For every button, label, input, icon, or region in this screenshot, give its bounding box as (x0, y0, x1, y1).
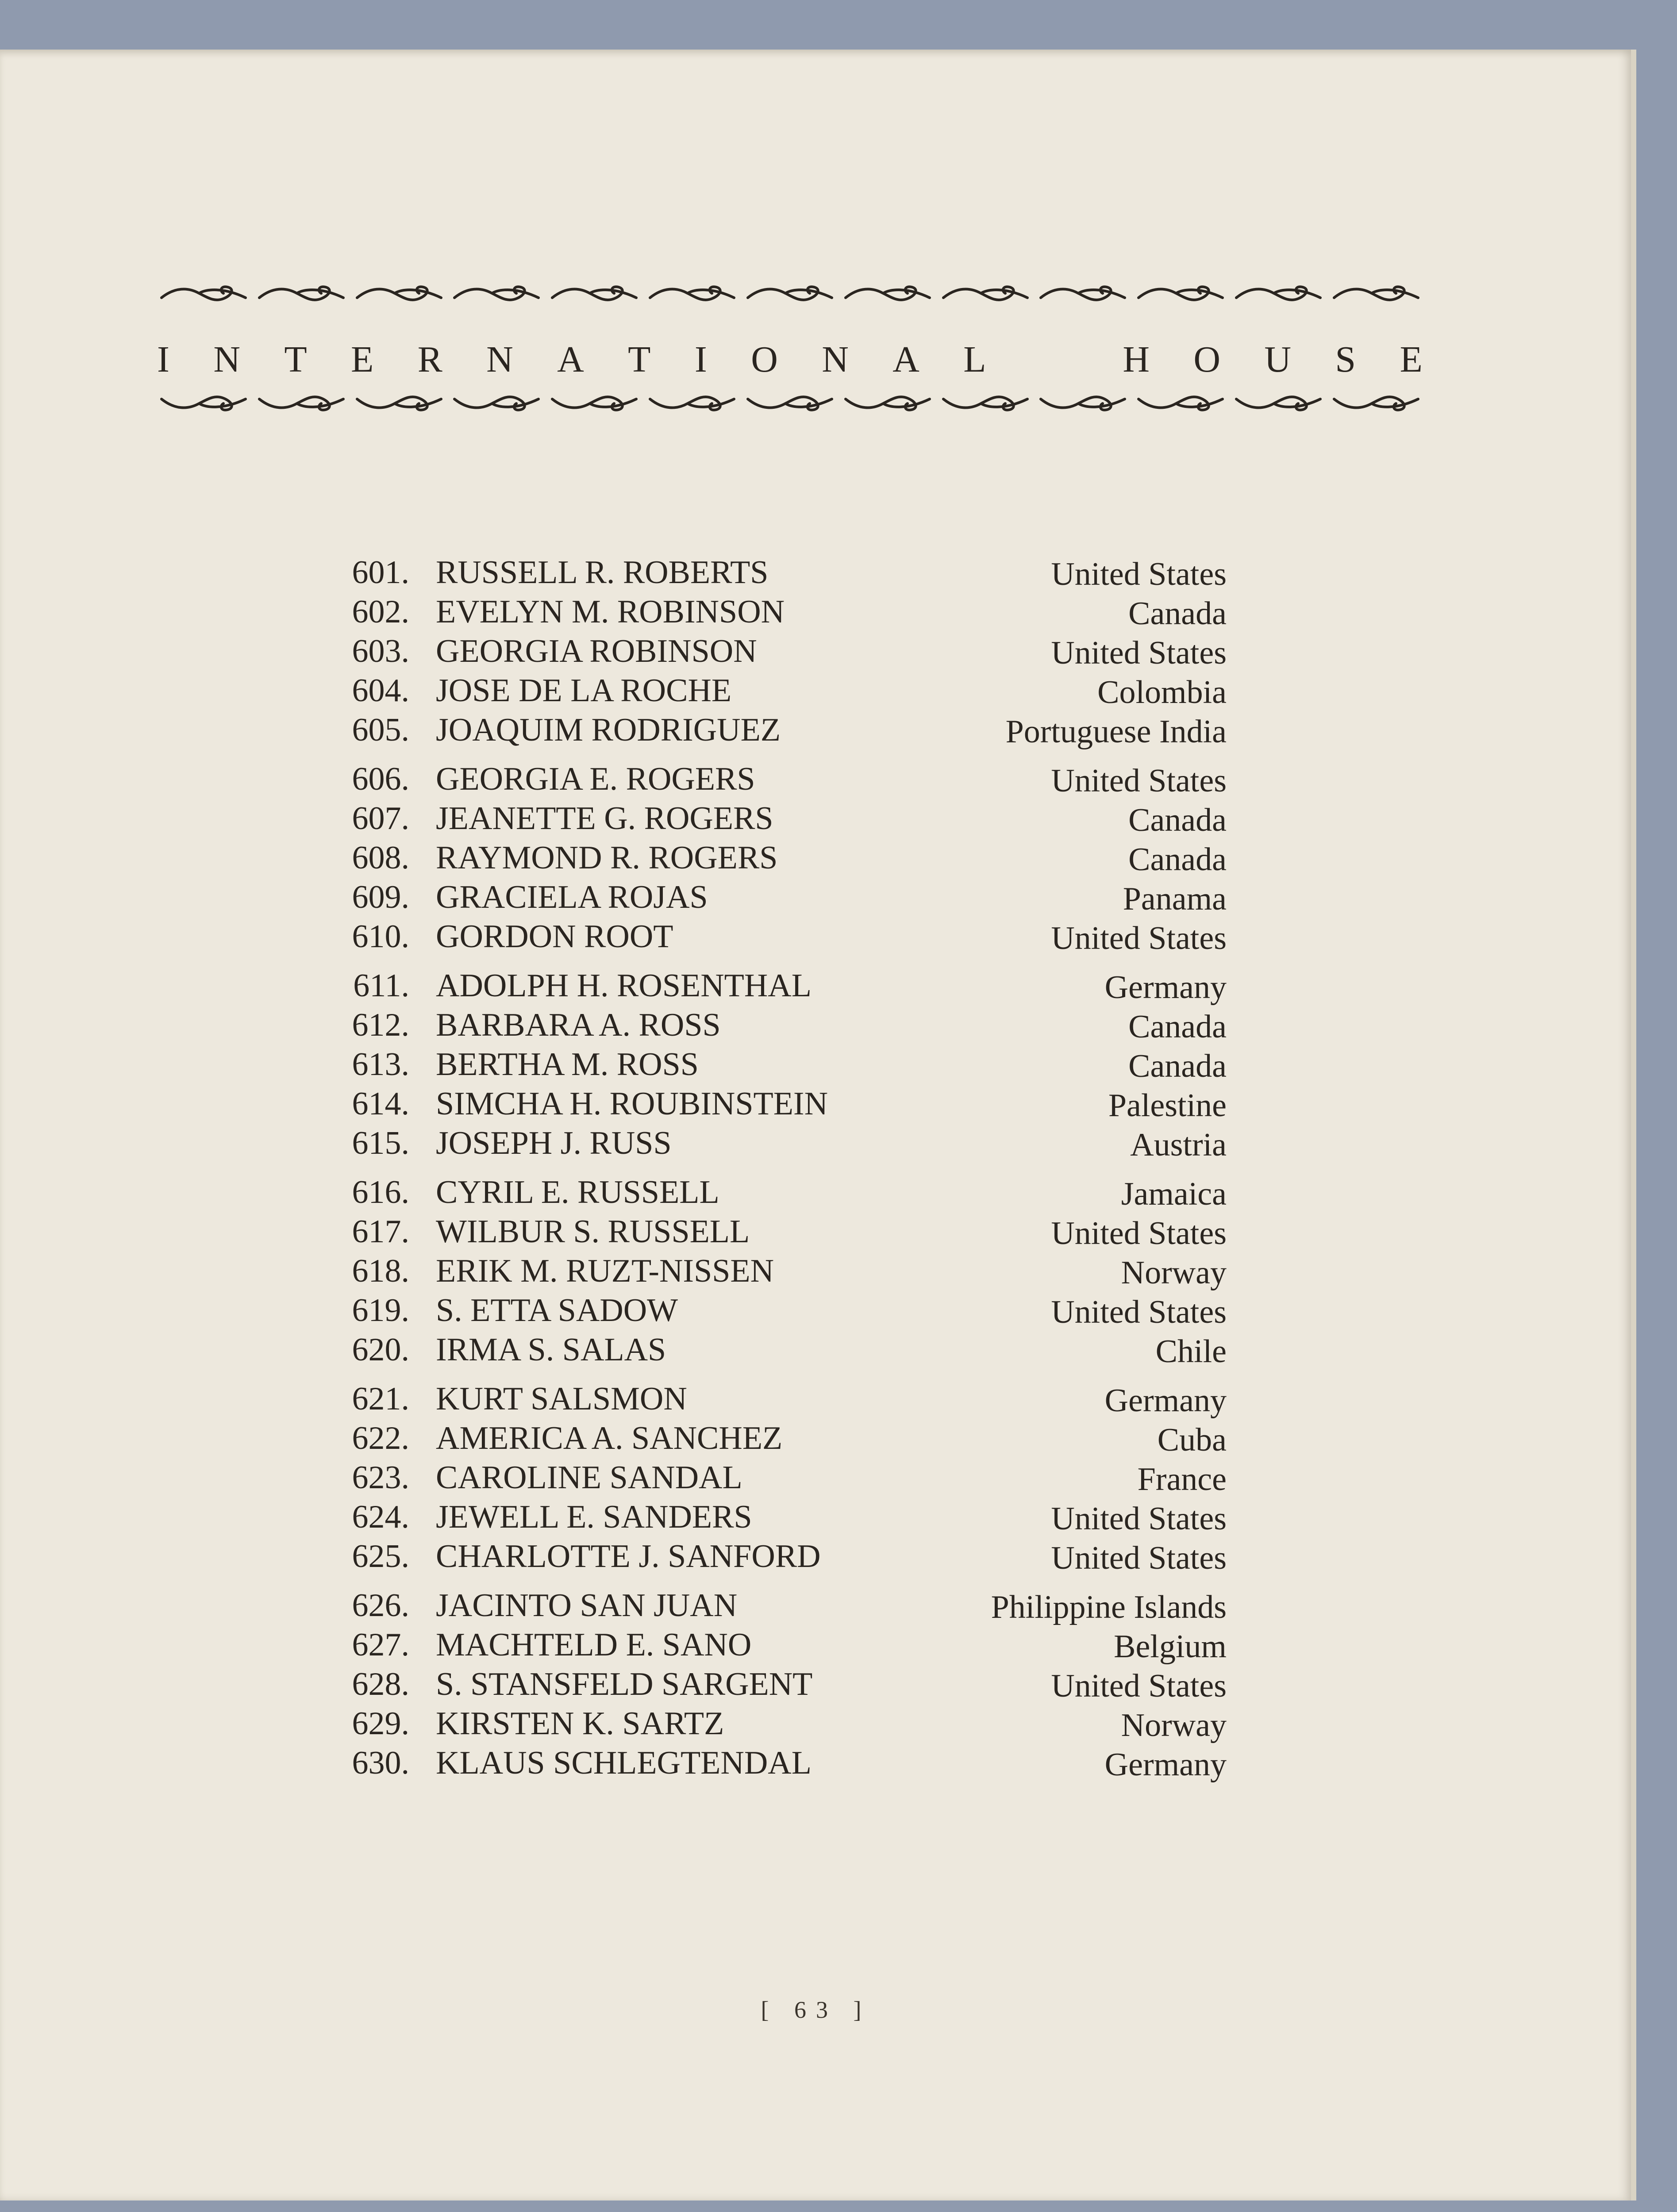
entry-number: 622. (352, 1420, 409, 1456)
directory-entry (0, 1587, 1632, 1625)
entry-name: WILBUR S. RUSSELL (436, 1214, 750, 1250)
entry-number: 621. (352, 1381, 409, 1417)
directory-entry (0, 760, 1632, 799)
entry-country: United States (1051, 1540, 1227, 1576)
header-letter: L (963, 338, 986, 380)
entry-number: 604. (352, 672, 409, 709)
entry-country: Philippine Islands (991, 1589, 1227, 1625)
entry-number: 628. (352, 1666, 409, 1702)
header-letter: R (417, 338, 442, 380)
entry-name: GEORGIA E. ROGERS (436, 761, 755, 797)
entry-country: Canada (1128, 841, 1227, 878)
entry-number: 610. (352, 918, 409, 955)
entry-number: 627. (352, 1627, 409, 1663)
entry-name: JACINTO SAN JUAN (436, 1587, 738, 1624)
entry-name: S. ETTA SADOW (436, 1292, 678, 1329)
entry-number: 618. (352, 1253, 409, 1289)
entry-name: KLAUS SCHLEGTENDAL (436, 1745, 812, 1781)
directory-entry (0, 554, 1632, 592)
entry-country: United States (1051, 1668, 1227, 1704)
directory-entry (0, 1006, 1632, 1045)
entry-name: CAROLINE SANDAL (436, 1459, 742, 1496)
entry-country: Cuba (1157, 1422, 1227, 1458)
entry-number: 609. (352, 879, 409, 915)
directory-entry (0, 918, 1632, 956)
entry-country: United States (1051, 920, 1227, 956)
entry-number: 626. (352, 1587, 409, 1624)
directory-entry (0, 967, 1632, 1005)
directory-entry (0, 633, 1632, 671)
header-letter: N (213, 338, 241, 380)
entry-number: 605. (352, 712, 409, 748)
entry-country: Canada (1128, 1048, 1227, 1084)
entry-name: BARBARA A. ROSS (436, 1007, 721, 1043)
entry-number: 608. (352, 840, 409, 876)
entry-number: 603. (352, 633, 409, 669)
header-letter: A (892, 338, 919, 380)
entry-number: 601. (352, 554, 409, 591)
entry-name: BERTHA M. ROSS (436, 1046, 699, 1083)
entry-country: Germany (1104, 1382, 1227, 1419)
entry-name: EVELYN M. ROBINSON (436, 594, 785, 630)
entry-country: Chile (1155, 1333, 1227, 1370)
directory-entry (0, 1538, 1632, 1576)
entry-name: RUSSELL R. ROBERTS (436, 554, 769, 591)
entry-number: 630. (352, 1745, 409, 1781)
entry-number: 607. (352, 800, 409, 837)
entry-country: Colombia (1097, 674, 1227, 710)
header-letter: T (628, 338, 651, 380)
directory-entry (0, 1174, 1632, 1212)
entry-name: S. STANSFELD SARGENT (436, 1666, 813, 1702)
header-letter: N (486, 338, 513, 380)
entry-country: Jamaica (1121, 1176, 1227, 1212)
entry-country: Germany (1104, 969, 1227, 1006)
entry-country: Germany (1104, 1747, 1227, 1783)
entry-country: Austria (1130, 1127, 1227, 1163)
header-letter: O (1193, 338, 1221, 380)
entry-country: France (1137, 1461, 1227, 1498)
directory-entry (0, 1626, 1632, 1664)
entry-country: United States (1051, 1215, 1227, 1252)
entry-country: Canada (1128, 802, 1227, 838)
header-letter: A (557, 338, 584, 380)
entry-name: ERIK M. RUZT-NISSEN (436, 1253, 774, 1289)
header-letter: O (751, 338, 778, 380)
entry-name: MACHTELD E. SANO (436, 1627, 752, 1663)
directory-entry (0, 593, 1632, 631)
entry-name: KIRSTEN K. SARTZ (436, 1705, 724, 1742)
entry-number: 611. (353, 968, 409, 1004)
header-letter: E (351, 338, 374, 380)
directory-entry (0, 1666, 1632, 1704)
directory-entry (0, 1213, 1632, 1251)
entry-number: 624. (352, 1499, 409, 1535)
entry-country: Portuguese India (1005, 714, 1227, 750)
entry-name: CYRIL E. RUSSELL (436, 1174, 719, 1210)
entry-name: JOSEPH J. RUSS (436, 1125, 672, 1161)
entry-number: 615. (352, 1125, 409, 1161)
directory-entry (0, 1420, 1632, 1458)
entry-number: 612. (352, 1007, 409, 1043)
entry-name: ADOLPH H. ROSENTHAL (436, 968, 812, 1004)
entry-number: 625. (352, 1538, 409, 1575)
entry-name: SIMCHA H. ROUBINSTEIN (436, 1086, 828, 1122)
entry-country: Canada (1128, 1009, 1227, 1045)
entry-country: Palestine (1108, 1087, 1227, 1124)
directory-list (0, 50, 1632, 2200)
directory-entry (0, 1705, 1632, 1743)
entry-number: 606. (352, 761, 409, 797)
entry-number: 629. (352, 1705, 409, 1742)
directory-entry (0, 1125, 1632, 1163)
directory-entry (0, 1459, 1632, 1497)
entry-name: IRMA S. SALAS (436, 1332, 666, 1368)
header-letter: E (1400, 338, 1423, 380)
directory-entry (0, 1292, 1632, 1330)
entry-name: GORDON ROOT (436, 918, 673, 955)
header-letter: H (1123, 338, 1150, 380)
header-letter: T (284, 338, 307, 380)
entry-name: CHARLOTTE J. SANFORD (436, 1538, 821, 1575)
directory-entry (0, 1498, 1632, 1536)
entry-name: GRACIELA ROJAS (436, 879, 708, 915)
entry-country: Belgium (1114, 1628, 1227, 1665)
entry-country: Norway (1121, 1255, 1227, 1291)
directory-entry (0, 1085, 1632, 1123)
directory-entry (0, 1046, 1632, 1084)
entry-country: United States (1051, 556, 1227, 592)
entry-country: United States (1051, 1294, 1227, 1330)
entry-country: United States (1051, 635, 1227, 671)
entry-number: 616. (352, 1174, 409, 1210)
directory-entry (0, 800, 1632, 838)
entry-name: JOSE DE LA ROCHE (436, 672, 732, 709)
entry-number: 617. (352, 1214, 409, 1250)
directory-entry (0, 1744, 1632, 1782)
directory-entry (0, 839, 1632, 877)
entry-country: Canada (1128, 595, 1227, 632)
header-letter: N (822, 338, 849, 380)
directory-entry (0, 1252, 1632, 1290)
header-letter: S (1335, 338, 1356, 380)
entry-name: JOAQUIM RODRIGUEZ (436, 712, 781, 748)
entry-name: AMERICA A. SANCHEZ (436, 1420, 783, 1456)
directory-entry (0, 1331, 1632, 1369)
book-page (0, 50, 1632, 2200)
entry-number: 620. (352, 1332, 409, 1368)
header-letter: I (157, 338, 169, 380)
header-letter: U (1264, 338, 1292, 380)
directory-entry (0, 879, 1632, 917)
entry-number: 619. (352, 1292, 409, 1329)
entry-name: KURT SALSMON (436, 1381, 687, 1417)
entry-country: United States (1051, 1501, 1227, 1537)
directory-entry (0, 711, 1632, 749)
page-number: [ 63 ] (761, 1997, 871, 2023)
directory-entry (0, 672, 1632, 710)
header-letter: I (694, 338, 707, 380)
entry-number: 613. (352, 1046, 409, 1083)
entry-name: GEORGIA ROBINSON (436, 633, 757, 669)
entry-name: RAYMOND R. ROGERS (436, 840, 778, 876)
entry-country: Norway (1121, 1707, 1227, 1743)
entry-country: Panama (1123, 881, 1227, 917)
entry-name: JEANETTE G. ROGERS (436, 800, 773, 837)
entry-number: 602. (352, 594, 409, 630)
directory-entry (0, 1380, 1632, 1418)
entry-name: JEWELL E. SANDERS (436, 1499, 752, 1535)
entry-number: 623. (352, 1459, 409, 1496)
entry-number: 614. (352, 1086, 409, 1122)
entry-country: United States (1051, 763, 1227, 799)
